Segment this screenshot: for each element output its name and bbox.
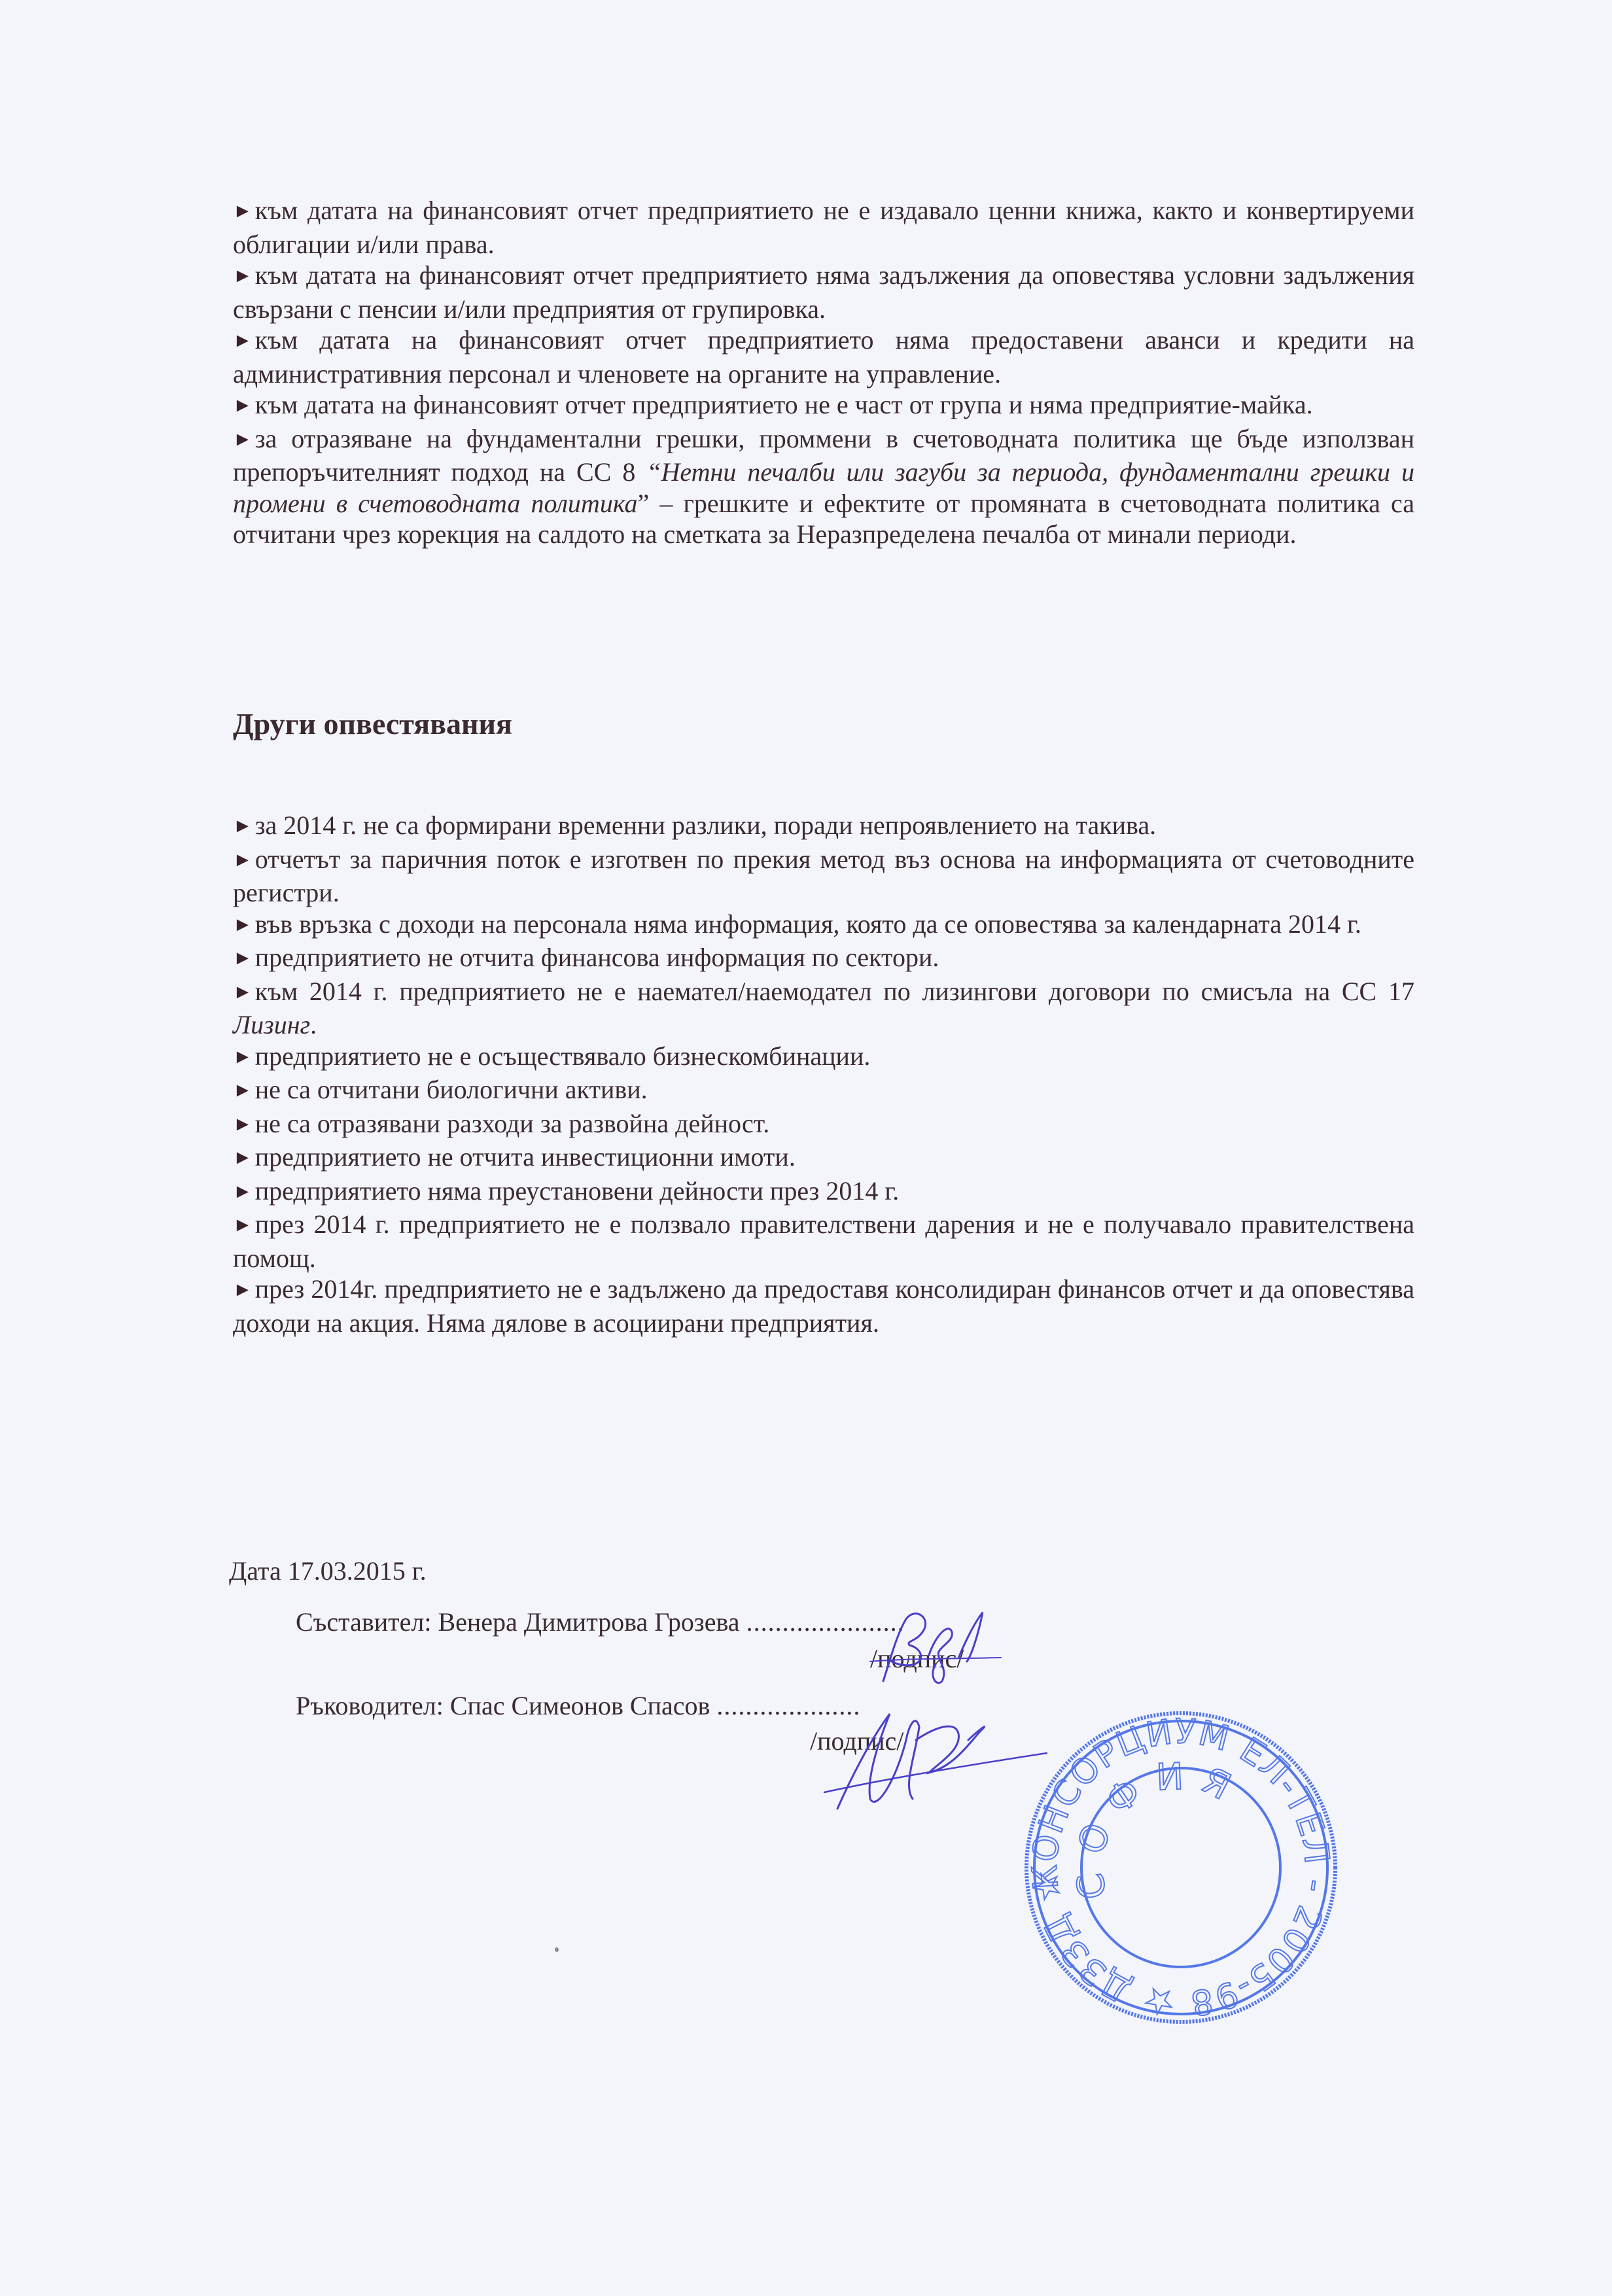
triangle-bullet-icon: ►	[233, 947, 253, 969]
item-text: към датата на финансовият отчет предприятието не е издавало ценни книжа, както и конвертируеми облигации и/или права.	[233, 196, 1414, 259]
scan-speck	[555, 1947, 559, 1952]
disclosure-item	[233, 942, 1414, 976]
disclosure-item	[233, 389, 1414, 423]
item-text: .	[310, 1010, 317, 1039]
compiler-handwritten-signature	[844, 1609, 1014, 1688]
italic-citation: “Нетни печалби или загуби за периода, фундаментални грешки и промени в счетоводната политика	[233, 457, 1414, 518]
disclosure-item	[233, 909, 1414, 943]
triangle-bullet-icon: ►	[233, 1279, 253, 1300]
disclosure-item	[233, 1274, 1414, 1338]
item-text: предприятието не отчита финансова информация по сектори.	[254, 943, 939, 972]
disclosure-item	[233, 844, 1414, 909]
item-text: не са отразявани разходи за развойна дейност.	[254, 1108, 770, 1138]
item-text: предприятието няма преустановени дейности през 2014 г.	[254, 1175, 900, 1206]
item-text: през 2014 г. предприятието не е ползвало правителствени дарения и не е получавало правителствена помощ.	[233, 1209, 1414, 1273]
official-stamp	[1021, 1707, 1341, 2028]
disclosure-item	[233, 1175, 1414, 1209]
manager-handwritten-signature	[805, 1701, 1053, 1818]
triangle-bullet-icon: ►	[233, 848, 253, 871]
item-text: към датата на финансовият отчет предприятието не е част от група и няма предприятие-майка.	[254, 390, 1313, 419]
disclosure-item	[233, 324, 1414, 389]
disclosure-item	[233, 976, 1414, 1041]
manager-line	[296, 1690, 860, 1721]
item-text: отчетът за паричния поток е изготвен по прекия метод въз основа на информацията от счетоводните регистри.	[233, 844, 1414, 907]
compiler-label: Съставител: Венера Димитрова Грозева	[296, 1607, 740, 1637]
italic-citation: Лизинг	[233, 1010, 311, 1039]
item-text: във връзка с доходи на персонала няма информация, която да се оповестява за календарната 2014 г.	[254, 909, 1361, 939]
section-accounting-policy	[233, 195, 1414, 550]
disclosure-item	[233, 1041, 1414, 1075]
triangle-bullet-icon: ►	[233, 815, 253, 837]
document-date: Дата 17.03.2015 г.	[229, 1556, 427, 1586]
triangle-bullet-icon: ►	[233, 913, 253, 935]
triangle-bullet-icon: ►	[233, 428, 253, 450]
item-text: ” – грешките и ефектите от промяната в счетоводната политика са отчитани чрез корекция на салдото на сметката за Неразпределена печалба от минали периоди.	[233, 488, 1415, 549]
manager-signature-caption: /подпис/	[810, 1726, 904, 1756]
triangle-bullet-icon: ►	[233, 1045, 253, 1068]
stamp-outer-text: КОНСОРЦИУМ ЕЛ-ТЕЛ - 2005-98 ★ ДЗЗД ★	[1025, 1712, 1337, 2023]
manager-label: Ръководител: Спас Симеонов Спасов	[296, 1691, 710, 1720]
compiler-line	[296, 1607, 905, 1637]
disclosure-item	[233, 423, 1414, 550]
disclosure-item	[233, 810, 1414, 844]
item-text: за отразяване на фундаментални грешки, проммени в счетоводната политика ще бъде използван препоръчителният подход на СС 8	[233, 423, 1414, 487]
item-text: не са отчитани биологични активи.	[254, 1075, 648, 1104]
triangle-bullet-icon: ►	[233, 1180, 253, 1202]
disclosure-item	[233, 1141, 1414, 1175]
triangle-bullet-icon: ►	[233, 1113, 253, 1135]
section-heading-other-disclosures: Други опвестявания	[233, 707, 512, 740]
triangle-bullet-icon: ►	[233, 1079, 253, 1101]
item-text: към 2014 г. предприятието не е наемател/наемодател по лизингови договори по смисъла на СС 17	[254, 976, 1414, 1006]
item-text: през 2014г. предприятието не е задължено да предоставя консолидиран финансов отчет и да оповестява доходи на акция. Няма дялове в асоциирани предприятия.	[233, 1274, 1414, 1338]
disclosure-item	[233, 1108, 1414, 1142]
triangle-bullet-icon: ►	[233, 330, 253, 351]
disclosure-item	[233, 260, 1414, 324]
disclosure-item	[233, 1209, 1414, 1274]
item-text: към датата на финансовият отчет предприятието няма задължения да оповестява условни задължения свързани с пенсии и/или предприятия от групировка.	[233, 260, 1414, 324]
triangle-bullet-icon: ►	[233, 394, 253, 416]
triangle-bullet-icon: ►	[233, 265, 253, 287]
item-text: предприятието не отчита инвестиционни имоти.	[254, 1142, 796, 1172]
triangle-bullet-icon: ►	[233, 200, 253, 222]
item-text: предприятието не е осъществявало бизнескомбинации.	[254, 1041, 871, 1071]
disclosure-item	[233, 1074, 1414, 1108]
disclosure-item	[233, 195, 1414, 260]
compiler-signature-caption: /подпис/	[870, 1644, 964, 1673]
triangle-bullet-icon: ►	[233, 1147, 253, 1168]
item-text: за 2014 г. не са формирани временни разлики, поради непроявлението на такива.	[254, 810, 1157, 840]
triangle-bullet-icon: ►	[233, 981, 253, 1003]
item-text: към датата на финансовият отчет предприятието няма предоставени аванси и кредити на административния персонал и членовете на органите на управление.	[233, 325, 1414, 389]
triangle-bullet-icon: ►	[233, 1214, 253, 1236]
stamp-center-text: СОФИЯ	[1067, 1754, 1250, 1902]
compiler-signature-line: ......................	[746, 1607, 905, 1637]
section-other-disclosures	[233, 810, 1414, 1338]
manager-signature-line: ....................	[716, 1691, 861, 1720]
